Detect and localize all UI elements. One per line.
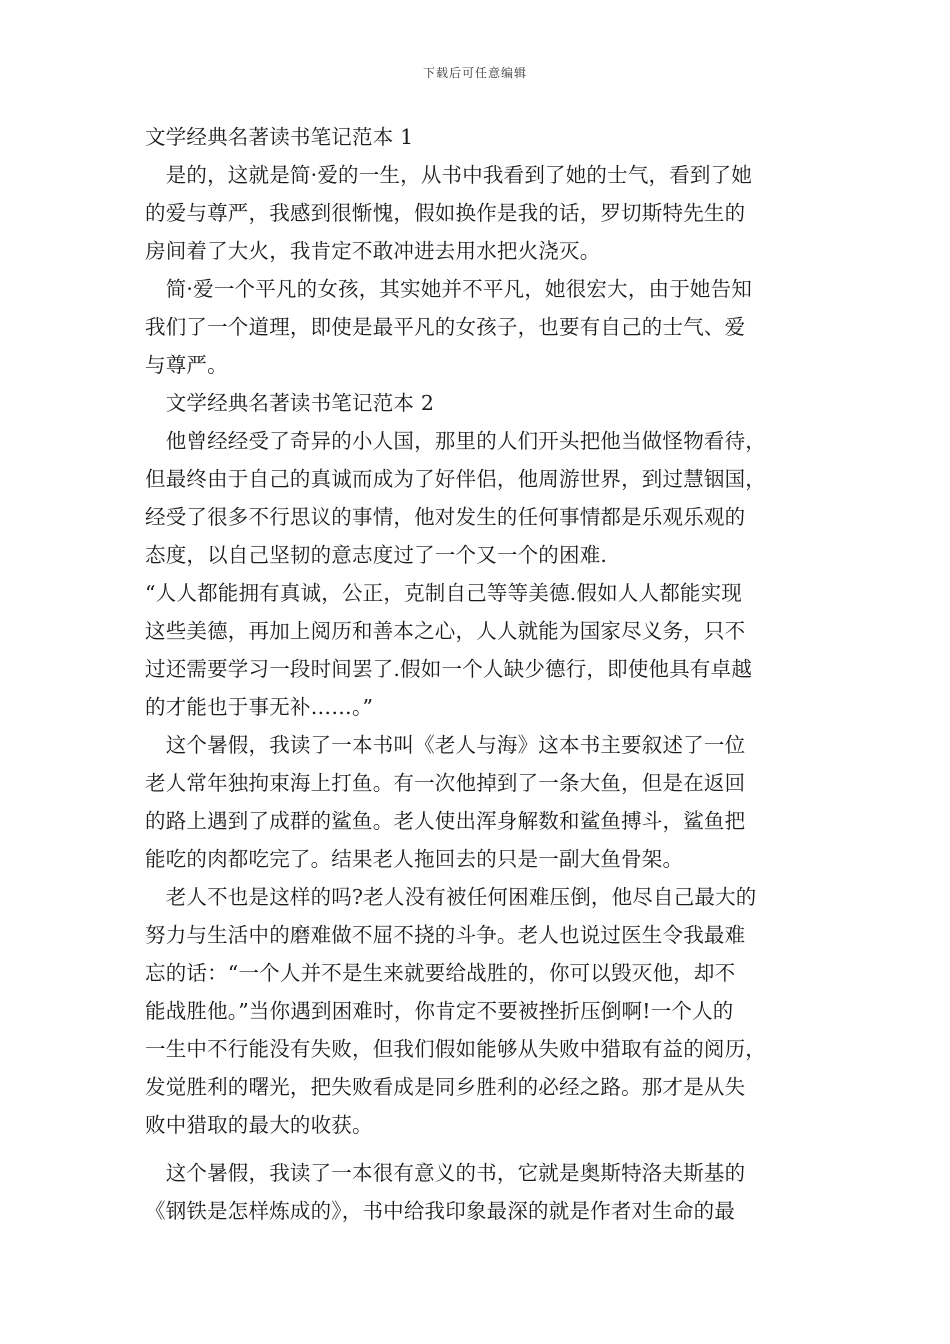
text-line: 房间着了大火，我肯定不敢冲进去用水把火浇灭。 [145,239,601,263]
text-line: 一生中不行能没有失败，但我们假如能够从失败中猎取有益的阅历， [145,1037,766,1061]
text-line: 这个暑假，我读了一本书叫《老人与海》这本书主要叙述了一位 [145,733,746,757]
section-title-1: 文学经典名著读书笔记范本 1 [145,125,414,149]
section-title-2: 文学经典名著读书笔记范本 2 [145,391,435,415]
text-line: 《钢铁是怎样炼成的》，书中给我印象最深的就是作者对生命的最 [145,1199,736,1223]
text-line: 我们了一个道理，即使是最平凡的女孩子，也要有自己的士气、爱 [145,315,746,339]
text-line: 经受了很多不行思议的事情，他对发生的任何事情都是乐观乐观的 [145,505,746,529]
quote-line: 这些美德，再加上阅历和善本之心，人人就能为国家尽义务，只不 [145,619,746,643]
text-line: 发觉胜利的曙光，把失败看成是同乡胜利的必经之路。那才是从失 [145,1075,746,1099]
text-line: 的爱与尊严，我感到很惭愧，假如换作是我的话，罗切斯特先生的 [145,201,746,225]
text-line: 他曾经经受了奇异的小人国，那里的人们开头把他当做怪物看待， [145,429,766,453]
text-line: 态度，以自己坚韧的意志度过了一个又一个的困难. [145,543,608,567]
text-line: 能战胜他。”当你遇到困难时，你肯定不要被挫折压倒啊!一个人的 [145,999,734,1023]
text-line: 能吃的肉都吃完了。结果老人拖回去的只是一副大鱼骨架。 [145,847,684,871]
page-header-note: 下载后可任意编辑 [422,66,527,80]
text-line: 这个暑假，我读了一本很有意义的书，它就是奥斯特洛夫斯基的 [145,1161,746,1185]
text-line: 的路上遇到了成群的鲨鱼。老人使出浑身解数和鲨鱼搏斗，鲨鱼把 [145,809,746,833]
quote-line: “人人都能拥有真诚，公正，克制自己等等美德.假如人人都能实现 [145,581,742,605]
text-line: 努力与生活中的磨难做不屈不挠的斗争。老人也说过医生令我最难 [145,923,746,947]
text-line: 老人常年独拘束海上打鱼。有一次他掉到了一条大鱼，但是在返回 [145,771,746,795]
text-line: 简·爱一个平凡的女孩，其实她并不平凡，她很宏大，由于她告知 [145,277,753,301]
text-line: 老人不也是这样的吗?老人没有被任何困难压倒，他尽自己最大的 [145,885,757,909]
text-line: 与尊严。 [145,353,228,377]
text-line: 忘的话：“一个人并不是生来就要给战胜的，你可以毁灭他，却不 [145,961,736,985]
document-body [145,118,813,1230]
quote-line: 过还需要学习一段时间罢了.假如一个人缺少德行，即使他具有卓越 [145,657,753,681]
text-line: 是的，这就是简·爱的一生，从书中我看到了她的士气，看到了她 [145,163,753,187]
quote-line: 的才能也于事无补……。” [145,695,374,719]
text-line: 但最终由于自己的真诚而成为了好伴侣，他周游世界，到过慧铟国， [145,467,766,491]
text-line: 败中猎取的最大的收获。 [145,1113,373,1137]
